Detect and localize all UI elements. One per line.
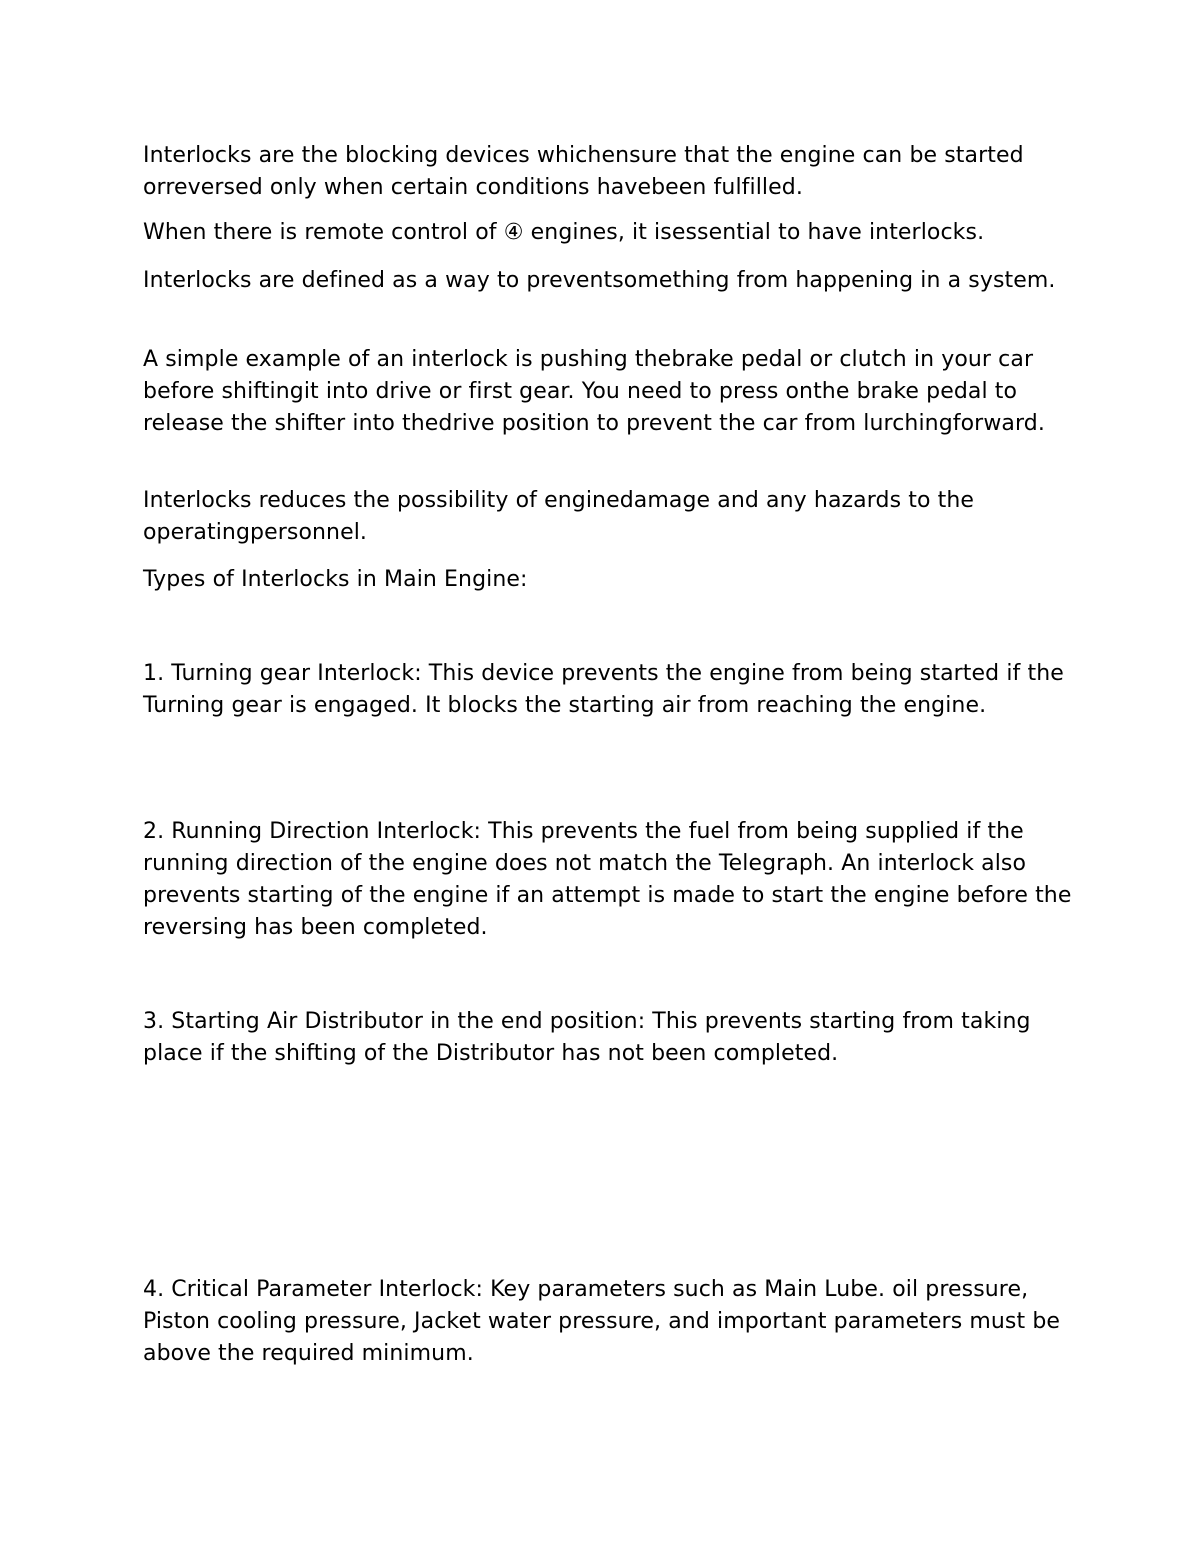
example-paragraph: A simple example of an interlock is pushing thebrake pedal or clutch in your car before shiftingit into drive or first gear. You need to press onthe brake pedal to release the shifter into thedrive position to prevent the car from lurchingforward. — [143, 347, 1045, 436]
list-item-turning-gear: 1. Turning gear Interlock: This device prevents the engine from being started if the Turning gear is engaged. It blocks the starting air from reaching the engine. — [143, 661, 1064, 718]
list-item-starting-air: 3. Starting Air Distributor in the end position: This prevents starting from taking place if the shifting of the Distributor has not been completed. — [143, 1009, 1031, 1066]
types-heading: Types of Interlocks in Main Engine: — [143, 567, 528, 592]
list-item-critical-parameter: 4. Critical Parameter Interlock: Key parameters such as Main Lube. oil pressure, Piston cooling pressure, Jacket water pressure, and important parameters must be above the required minimum. — [143, 1277, 1061, 1366]
remote-control-paragraph: When there is remote control of ④ engines, it isessential to have interlocks. — [143, 220, 985, 245]
benefit-paragraph: Interlocks reduces the possibility of enginedamage and any hazards to the operatingpersonnel. — [143, 488, 975, 545]
definition-paragraph: Interlocks are defined as a way to preventsomething from happening in a system. — [143, 268, 1056, 293]
list-item-running-direction: 2. Running Direction Interlock: This prevents the fuel from being supplied if the running direction of the engine does not match the Telegraph. An interlock also prevents starting of the engine if an attempt is made to start the engine before the reversing has been completed. — [143, 819, 1072, 940]
intro-paragraph: Interlocks are the blocking devices whichensure that the engine can be started orreversed only when certain conditions havebeen fulfilled. — [143, 143, 1024, 200]
